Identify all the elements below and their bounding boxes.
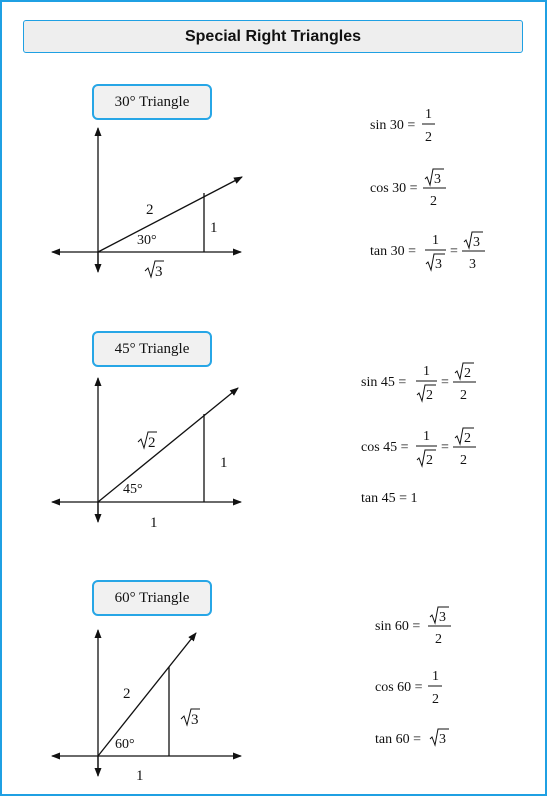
svg-text:3: 3 — [439, 732, 446, 747]
svg-text:3: 3 — [439, 610, 446, 625]
svg-text:3: 3 — [435, 257, 442, 272]
label-30-triangle: 30° Triangle — [92, 84, 212, 120]
svg-text:2: 2 — [460, 388, 467, 403]
hypotenuse — [98, 633, 196, 756]
svg-text:cos 45 =: cos 45 = — [361, 440, 409, 455]
svg-text:3: 3 — [434, 172, 441, 187]
opp-label-30: 1 — [210, 220, 218, 236]
formula-cos-45 — [361, 428, 476, 468]
label-60-triangle: 60° Triangle — [92, 580, 212, 616]
formula-tan-30 — [370, 232, 485, 272]
hyp-label-45 — [138, 432, 157, 451]
svg-text:3: 3 — [473, 235, 480, 250]
adj-label-45: 1 — [150, 515, 158, 531]
svg-text:2: 2 — [464, 431, 471, 446]
label-45-triangle: 45° Triangle — [92, 331, 212, 367]
formula-cos-60 — [375, 669, 442, 707]
hypotenuse — [98, 388, 238, 502]
svg-text:=: = — [441, 440, 449, 455]
triangle-60-diagram — [52, 630, 241, 776]
formula-tan-60 — [375, 729, 449, 747]
opp-label-45: 1 — [220, 455, 228, 471]
svg-text:2: 2 — [464, 366, 471, 381]
svg-text:2: 2 — [148, 435, 156, 451]
svg-text:=: = — [441, 375, 449, 390]
svg-text:1: 1 — [425, 107, 432, 122]
formula-cos-30 — [370, 169, 446, 209]
svg-text:1: 1 — [432, 669, 439, 684]
svg-text:2: 2 — [425, 130, 432, 145]
svg-text:sin 30 =: sin 30 = — [370, 118, 416, 133]
svg-text:2: 2 — [432, 692, 439, 707]
svg-text:3: 3 — [191, 712, 199, 728]
formula-sin-45 — [361, 363, 476, 403]
svg-text:2: 2 — [426, 453, 433, 468]
formula-sin-30 — [370, 107, 435, 145]
formula-sin-60 — [375, 607, 451, 647]
svg-text:cos 30 =: cos 30 = — [370, 181, 418, 196]
diagrams-canvas — [2, 2, 545, 794]
opp-label-60 — [181, 709, 200, 728]
adj-label-30 — [145, 261, 164, 280]
svg-text:tan 60 =: tan 60 = — [375, 732, 421, 747]
svg-text:2: 2 — [426, 388, 433, 403]
hypotenuse — [98, 177, 242, 252]
adj-label-60: 1 — [136, 768, 144, 784]
svg-text:1: 1 — [423, 429, 430, 444]
svg-text:tan 30 =: tan 30 = — [370, 244, 416, 259]
svg-text:3: 3 — [155, 264, 163, 280]
hyp-label-30: 2 — [146, 202, 154, 218]
svg-text:1: 1 — [432, 233, 439, 248]
hyp-label-60: 2 — [123, 686, 131, 702]
formula-tan-45: tan 45 = 1 — [361, 491, 418, 506]
svg-text:1: 1 — [423, 364, 430, 379]
triangle-45-diagram — [52, 378, 241, 522]
svg-text:sin 60 =: sin 60 = — [375, 619, 421, 634]
page-title: Special Right Triangles — [23, 20, 523, 53]
svg-text:2: 2 — [435, 632, 442, 647]
svg-text:3: 3 — [469, 257, 476, 272]
angle-label-45: 45° — [123, 482, 143, 497]
svg-text:=: = — [450, 244, 458, 259]
angle-label-60: 60° — [115, 737, 135, 752]
svg-text:cos 60 =: cos 60 = — [375, 680, 423, 695]
angle-label-30: 30° — [137, 233, 157, 248]
svg-text:2: 2 — [430, 194, 437, 209]
svg-text:2: 2 — [460, 453, 467, 468]
svg-text:sin 45 =: sin 45 = — [361, 375, 407, 390]
triangle-30-diagram — [52, 128, 242, 272]
